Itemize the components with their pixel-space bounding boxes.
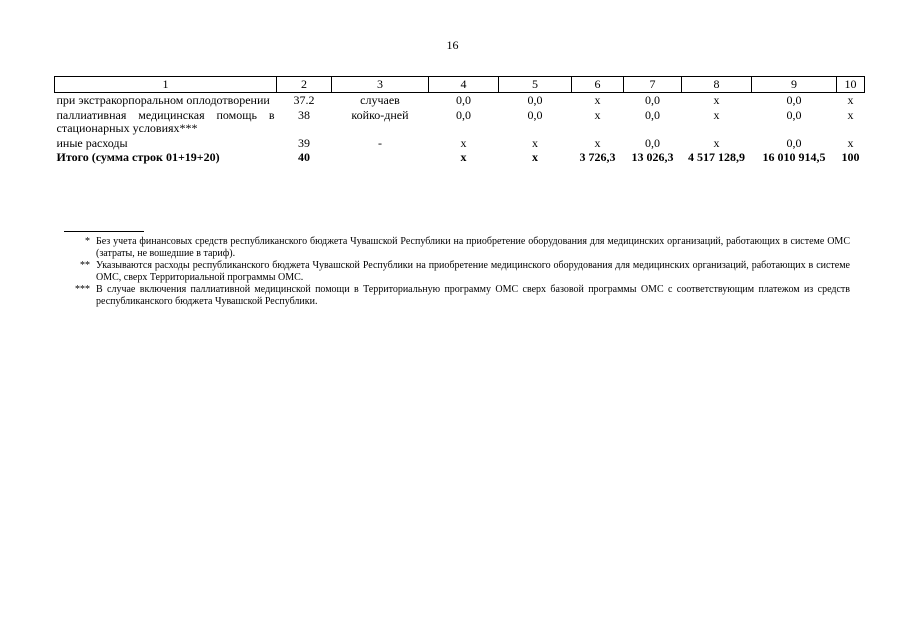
cell: 0,0 (456, 108, 471, 122)
row-label: иные расходы (56, 136, 128, 150)
total-cell: x (532, 150, 538, 164)
cell: x (713, 108, 720, 122)
total-cell: 4 517 128,9 (688, 150, 745, 164)
cell: x (713, 136, 720, 150)
cell: 0,0 (645, 93, 660, 107)
row-code: 37.2 (293, 93, 315, 107)
cell: 0,0 (786, 93, 802, 107)
total-cell: 3 726,3 (579, 150, 616, 164)
total-unit (332, 151, 429, 165)
cell: x (847, 93, 854, 107)
footnote-text: Без учета финансовых средств республиканского бюджета Чувашской Республики на приобретение оборудования для медицинских организаций, работающих в системе ОМС (затраты, не вошедшие в тариф). (96, 236, 850, 259)
footnote (60, 236, 850, 260)
cell: x (594, 136, 601, 150)
data-table (54, 76, 865, 165)
cell: x (532, 136, 538, 150)
row-label: при экстракорпоральном оплодотворении (56, 93, 270, 107)
footnote-mark: * (85, 236, 90, 247)
row-unit: случаев (360, 93, 400, 107)
footnote-mark: ** (80, 260, 90, 271)
total-code: 40 (298, 150, 310, 164)
footnote-divider (64, 231, 144, 232)
col-header: 8 (682, 77, 752, 93)
cell: 0,0 (645, 136, 660, 150)
total-label: Итого (сумма строк 01+19+20) (56, 150, 220, 164)
cell: x (847, 136, 854, 150)
footnote (60, 284, 850, 308)
cell: 0,0 (527, 93, 543, 107)
cell: x (594, 108, 601, 122)
total-cell: 16 010 914,5 (762, 150, 826, 164)
cell: x (594, 93, 601, 107)
col-header: 7 (624, 77, 682, 93)
col-header: 5 (499, 77, 572, 93)
table-row (55, 136, 865, 151)
footnotes (60, 236, 850, 308)
col-header: 10 (837, 77, 865, 93)
row-code: 38 (298, 108, 310, 122)
total-cell: 100 (841, 150, 860, 164)
cell: 0,0 (786, 136, 802, 150)
table-header-row (55, 77, 865, 93)
footnote-text: Указываются расходы республиканского бюджета Чувашской Республики на приобретение медицинского оборудования для медицинских организаций, работающих в системе ОМС, сверх Территориальной программы ОМС. (96, 260, 850, 283)
cell: 0,0 (786, 108, 802, 122)
col-header: 9 (752, 77, 837, 93)
row-label: паллиативная медицинская помощь в стационарных условиях*** (56, 108, 275, 135)
total-cell: 13 026,3 (631, 150, 674, 164)
total-cell: x (460, 150, 467, 164)
row-unit: койко-дней (351, 108, 409, 122)
col-header: 2 (277, 77, 332, 93)
cell: 0,0 (645, 108, 660, 122)
page-number: 16 (446, 38, 459, 52)
col-header: 4 (429, 77, 499, 93)
cell: 0,0 (527, 108, 543, 122)
cell: 0,0 (456, 93, 471, 107)
col-header: 6 (572, 77, 624, 93)
footnote-mark: *** (75, 284, 90, 295)
total-row (55, 151, 865, 165)
footnote-text: В случае включения паллиативной медицинской помощи в Территориальную программу ОМС сверх базовой программы ОМС с соответствующим платежом из средств республиканского бюджета Чувашской Республики. (96, 284, 850, 307)
row-code: 39 (298, 136, 310, 150)
cell: x (460, 136, 467, 150)
footnote (60, 260, 850, 284)
cell: x (847, 108, 854, 122)
row-unit: - (378, 136, 382, 150)
col-header: 1 (55, 77, 277, 93)
table-row (55, 108, 865, 136)
table-row (55, 93, 865, 109)
cell: x (713, 93, 720, 107)
col-header: 3 (332, 77, 429, 93)
